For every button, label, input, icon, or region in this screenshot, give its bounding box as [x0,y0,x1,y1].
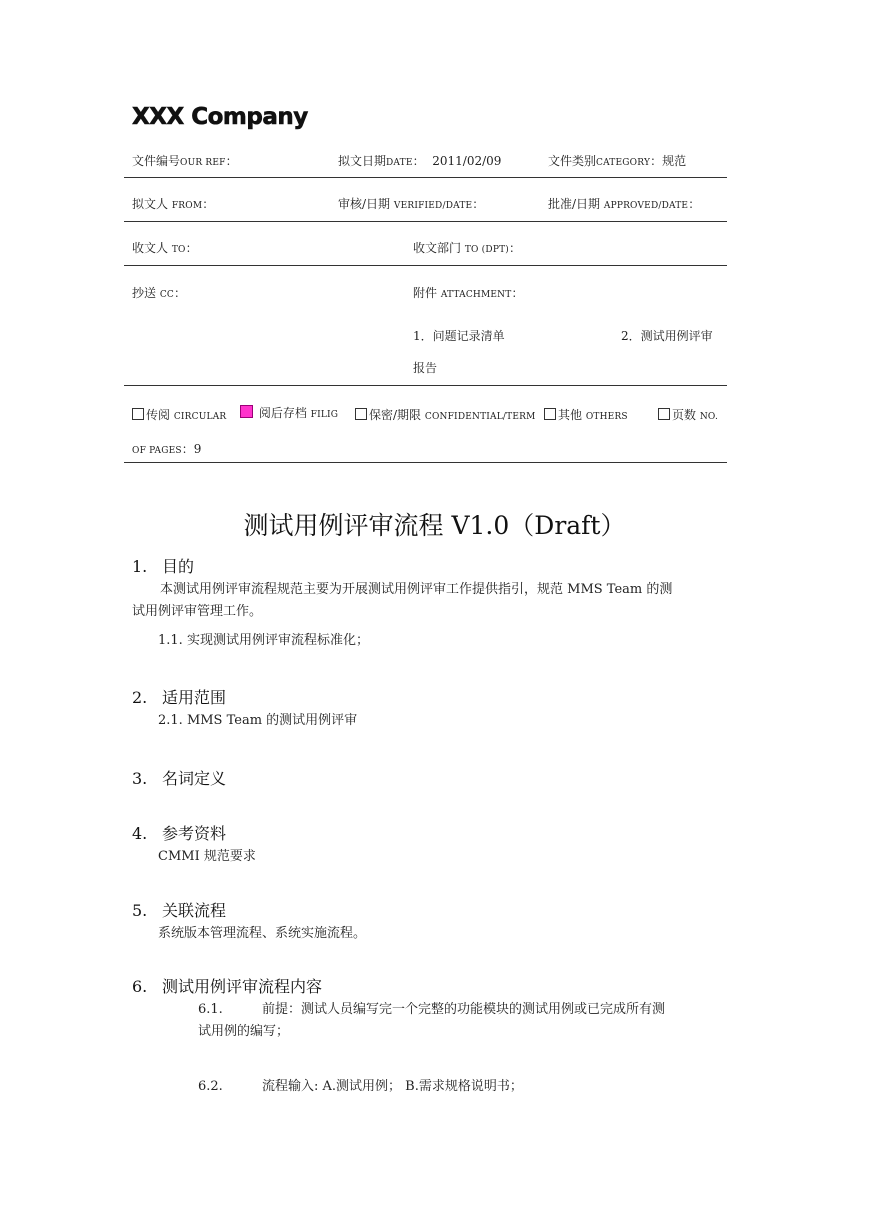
header-row-ref [124,137,727,178]
circular-option[interactable]: 传阅 CIRCULAR [132,406,226,423]
attachment-item-1: 1．问题记录清单 [413,329,505,343]
section-6-heading: 6. 测试用例评审流程内容 [132,977,323,996]
ref-field: 文件编号OUR REF： [132,154,238,168]
confidential-checkbox[interactable] [355,408,367,420]
section-1-item-1: 1.1. 实现测试用例评审流程标准化； [158,633,369,648]
document-title: 测试用例评审流程 V1.0（Draft） [243,511,626,540]
others-option[interactable]: 其他 OTHERS [544,406,628,423]
filig-checkbox[interactable] [240,405,253,418]
category-field: 文件类别CATEGORY：规范 [548,154,687,168]
header-row-to [124,222,727,266]
section-1-para-line2: 试用例评审管理工作。 [132,604,263,619]
others-checkbox[interactable] [544,408,556,420]
section-2-heading: 2. 适用范围 [132,688,227,707]
from-field: 拟文人 FROM： [132,197,215,211]
header-row-from [124,178,727,222]
attachment-field: 附件 ATTACHMENT： [413,286,524,300]
circular-checkbox[interactable] [132,408,144,420]
section-4-heading: 4. 参考资料 [132,824,227,843]
section-2-item-1: 2.1. MMS Team 的测试用例评审 [158,713,358,728]
pages-value: 9 [193,442,202,456]
attachment-item-2: 2．测试用例评审 [621,329,713,343]
cc-field: 抄送 CC： [132,286,187,300]
section-6-1-line1: 前提：测试人员编写完一个完整的功能模块的测试用例或已完成所有测 [262,1002,666,1017]
document-header-table [124,137,727,463]
section-3-heading: 3. 名词定义 [132,769,227,788]
section-4-para: CMMI 规范要求 [158,849,256,864]
filig-option[interactable]: 阅后存档 FILIG [240,404,338,421]
section-1-para-line1: 本测试用例评审流程规范主要为开展测试用例评审工作提供指引，规范 MMS Team 的测 [160,582,673,597]
to-field: 收文人 TO： [132,241,198,255]
attachment-item-2-cont: 报告 [413,361,438,375]
date-value: 2011/02/09 [432,154,502,168]
section-5-heading: 5. 关联流程 [132,901,227,920]
section-6-2-number: 6.2. [198,1079,223,1094]
confidential-option[interactable]: 保密/期限 CONFIDENTIAL/TERM [355,406,536,423]
header-row-cc [124,266,727,386]
company-logo-text: XXX Company [132,104,308,130]
section-6-1-number: 6.1. [198,1002,223,1017]
pages-count: OF PAGES：9 [132,442,202,456]
category-value: 规范 [662,154,687,168]
date-field: 拟文日期DATE： 2011/02/09 [338,154,502,168]
approved-field: 批准/日期 APPROVED/DATE： [548,197,701,211]
section-1-heading: 1. 目的 [132,557,195,576]
pages-option[interactable]: 页数 NO. [658,406,718,423]
section-5-para: 系统版本管理流程、系统实施流程。 [158,926,367,941]
pages-checkbox[interactable] [658,408,670,420]
header-row-options [124,386,727,463]
section-6-1-line2: 试用例的编写； [198,1024,290,1039]
to-dept-field: 收文部门 TO (DPT)： [413,241,521,255]
verified-field: 审核/日期 VERIFIED/DATE： [338,197,485,211]
section-6-2-text: 流程输入: A.测试用例； B.需求规格说明书； [262,1079,523,1094]
